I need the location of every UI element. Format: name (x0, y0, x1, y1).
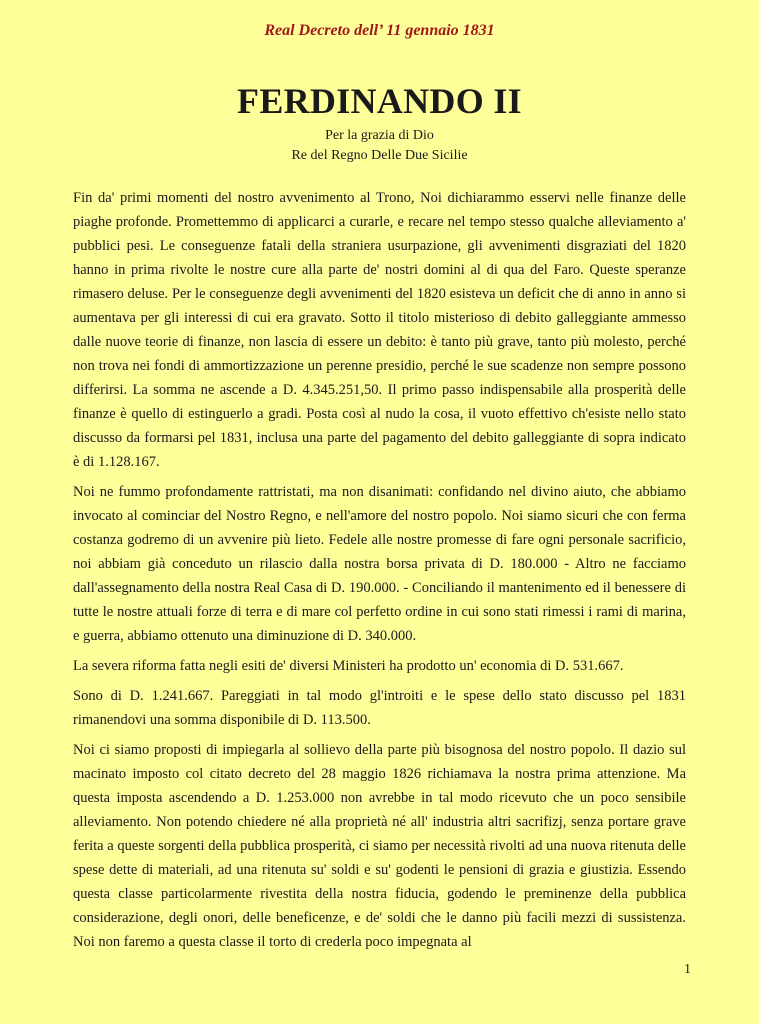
paragraph: La severa riforma fatta negli esiti de' diversi Ministeri ha prodotto un' economia di D. 531.667. (73, 658, 624, 674)
page-title: FERDINANDO II (237, 81, 522, 121)
subtitle-block (0, 126, 759, 166)
decree-body (73, 186, 686, 960)
decree-header: Real Decreto dell’ 11 gennaio 1831 (264, 22, 495, 39)
subtitle-line: Per la grazia di Dio (325, 128, 434, 143)
paragraph: Noi ne fummo profondamente rattristati, ma non disanimati: confidando nel divino aiuto, che abbiamo invocato al cominciar del Nostro Regno, e nell'amore del nostro popolo. Noi siamo sicuri che con ferma costanza godremo di un avvenire più lieto. Fedele alle nostre promesse di fare ogni personale sacrificio, noi abbiam già conceduto un rilascio dalla nostra borsa privata di D. 180.000 - Altro ne facciamo dall'assegnamento della nostra Real Casa di D. 190.000. - Conciliando il mantenimento ed il benessere di tutte le nostre attuali forze di terra e di mare col perfetto ordine in cui sono stati rimessi i rami di marina, e guerra, abbiamo ottenuto una diminuzione di D. 340.000. (73, 484, 686, 644)
paragraph: Sono di D. 1.241.667. Pareggiati in tal modo gl'introiti e le spese dello stato discusso pel 1831 rimanendovi una somma disponibile di D. 113.500. (73, 688, 686, 728)
paragraph: Fin da' primi momenti del nostro avvenimento al Trono, Noi dichiarammo esservi nelle finanze delle piaghe profonde. Promettemmo di applicarci a curarle, e recare nel tempo stesso qualche alleviamento a' pubblici pesi. Le conseguenze fatali della straniera usurpazione, gli avvenimenti disgraziati del 1820 hanno in prima rivolte le nostre cure alla parte de' nostri domini al di qua del Faro. Queste speranze rimasero deluse. Per le conseguenze degli avvenimenti del 1820 esisteva un deficit che di anno in anno si aumentava per gli interessi di cui era gravato. Sotto il titolo misterioso di debito galleggiante ammesso dalle nuove teorie di finanze, non lascia di essere un debito: è tanto più grave, tanto più molesto, perché non trova nei fondi di ammortizzazione un perenne presidio, perché le sue scadenze non sempre possono differirsi. La somma ne ascende a D. 4.345.251,50. Il primo passo indispensabile alla prosperità delle finanze è quello di estinguerlo a gradi. Posta così al nudo la cosa, il vuoto effettivo ch'esiste nello stato discusso da formarsi pel 1831, inclusa una parte del pagamento del debito galleggiante di sopra indicato è di 1.128.167. (73, 190, 686, 470)
subtitle-line: Re del Regno Delle Due Sicilie (291, 148, 468, 163)
paragraph: Noi ci siamo proposti di impiegarla al sollievo della parte più bisognosa del nostro popolo. Il dazio sul macinato imposto col citato decreto del 28 maggio 1826 richiamava la nostra prima attenzione. Ma questa imposta ascendendo a D. 1.253.000 non avrebbe in tal modo ricevuto che un poco sensibile alleviamento. Non potendo chiedere né alla proprietà né all' industria altri sacrifizj, senza portare grave ferita a queste sorgenti della pubblica prosperità, ci siamo per necessità rivolti ad una nuova ritenuta delle spese dette di materiali, ad una ritenuta su' soldi e su' godenti le pensioni di grazia e giustizia. Essendo questa classe particolarmente rivestita della nostra fiducia, godendo le preminenze della pubblica considerazione, degli onori, delle beneficenze, e de' soldi che le danno più facili mezzi di sussistenza. Noi non faremo a questa classe il torto di crederla poco impegnata al (73, 742, 686, 950)
page-number: 1 (684, 962, 691, 977)
